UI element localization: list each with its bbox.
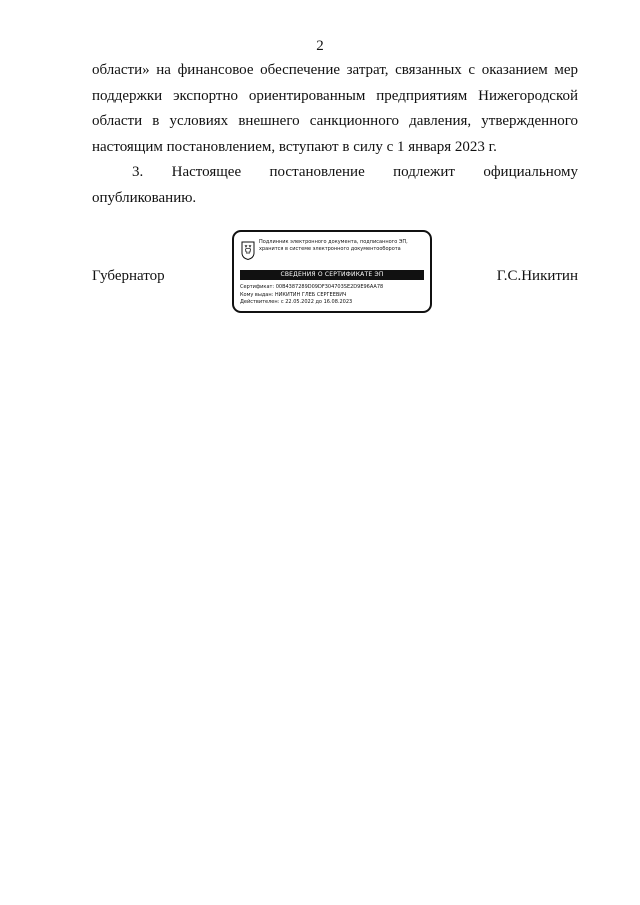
stamp-header-line: Подлинник электронного документа, подписанного ЭП, xyxy=(259,239,408,245)
paragraph-publication: 3. Настоящее постановление подлежит официальному опубликованию. xyxy=(92,164,578,206)
validity-row xyxy=(240,299,426,307)
paragraph-continuation: области» на финансовое обеспечение затрат, связанных с оказанием мер поддержки экспортно ориентированным предприятиям Нижегородской области в условиях внешнего санкционного давления, утвержденного настоящим постановлением, вступают в силу с 1 января 2023 г. xyxy=(92,62,578,155)
issued-to-value: НИКИТИН ГЛЕБ СЕРГЕЕВИЧ xyxy=(274,291,347,298)
validity-label: Действителен: xyxy=(240,299,280,305)
validity-value: с 22.05.2022 до 16.08.2023 xyxy=(280,299,353,305)
issued-to-row xyxy=(240,292,426,300)
certificate-row xyxy=(240,284,426,292)
issued-to-label: Кому выдан: xyxy=(240,291,274,298)
nizhny-novgorod-deer-emblem-icon xyxy=(241,241,255,260)
stamp-certificate-title: СВЕДЕНИЯ О СЕРТИФИКАТЕ ЭП xyxy=(240,270,424,280)
signatory-name: Г.С.Никитин xyxy=(496,268,578,284)
electronic-signature-stamp xyxy=(232,230,432,313)
page-number: 2 xyxy=(316,38,324,54)
document-body xyxy=(92,58,578,211)
stamp-header xyxy=(259,239,429,253)
certificate-value: 00B4387289D09DF304703SE2D9E96AA78 xyxy=(275,284,384,290)
certificate-label: Сертификат: xyxy=(240,284,275,290)
signatory-title: Губернатор xyxy=(92,268,165,284)
stamp-details xyxy=(240,284,426,307)
stamp-header-line: хранится в системе электронного документооборота xyxy=(259,246,401,252)
